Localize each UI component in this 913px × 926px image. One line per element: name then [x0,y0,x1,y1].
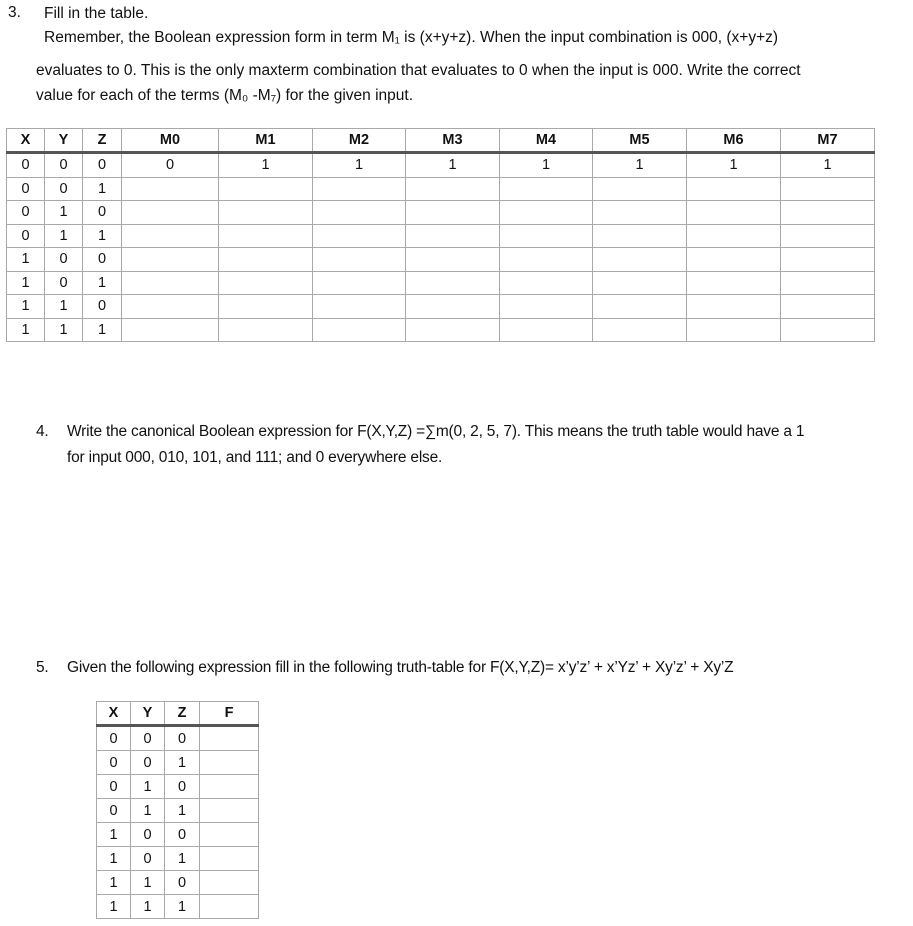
cell-z: 0 [83,153,122,178]
cell-x: 0 [97,799,131,823]
cell-m6[interactable] [687,318,781,342]
cell-y: 1 [45,224,83,248]
cell-m4[interactable] [500,295,593,319]
cell-y: 1 [131,799,165,823]
cell-x: 1 [97,823,131,847]
cell-m4[interactable]: 1 [500,153,593,178]
cell-m3[interactable] [406,271,500,295]
cell-m3[interactable] [406,318,500,342]
cell-m3[interactable] [406,248,500,272]
table-row [97,895,259,919]
header-m0: M0 [122,129,219,153]
table-header-row [97,702,259,726]
cell-y: 0 [131,847,165,871]
table-row [7,177,875,201]
cell-x: 0 [7,201,45,225]
cell-y: 0 [45,177,83,201]
cell-m6[interactable] [687,201,781,225]
cell-y: 0 [45,248,83,272]
header-y: Y [131,702,165,726]
cell-m3[interactable] [406,224,500,248]
cell-f[interactable] [200,847,259,871]
question-3-number: 3. [8,4,21,21]
cell-x: 0 [97,751,131,775]
cell-m7[interactable] [781,201,875,225]
cell-y: 0 [131,726,165,751]
question-4-line-2: for input 000, 010, 101, and 111; and 0 everywhere else. [67,449,443,466]
cell-m1[interactable]: 1 [219,153,313,178]
question-3-title: Fill in the table. [44,5,149,22]
cell-m7[interactable] [781,295,875,319]
question-3-line-2: evaluates to 0. This is the only maxterm combination that evaluates to 0 when the input is 000. Write the correct [36,62,801,79]
cell-z: 1 [165,751,200,775]
question-4-number: 4. [36,423,49,440]
cell-x: 1 [97,895,131,919]
header-m6: M6 [687,129,781,153]
cell-y: 0 [45,271,83,295]
cell-x: 1 [7,318,45,342]
header-f: F [200,702,259,726]
cell-z: 1 [165,799,200,823]
cell-z: 0 [83,295,122,319]
header-x: X [7,129,45,153]
cell-m2[interactable] [313,224,406,248]
cell-m1[interactable] [219,201,313,225]
cell-x: 1 [7,295,45,319]
cell-z: 0 [165,871,200,895]
table-row [97,751,259,775]
cell-m5[interactable] [593,318,687,342]
cell-m1[interactable] [219,295,313,319]
cell-m4[interactable] [500,248,593,272]
cell-z: 1 [83,318,122,342]
cell-x: 1 [7,271,45,295]
cell-f[interactable] [200,775,259,799]
cell-m5[interactable] [593,295,687,319]
cell-m2[interactable] [313,271,406,295]
table-row [7,248,875,272]
cell-y: 0 [131,823,165,847]
table-row [97,847,259,871]
cell-z: 1 [83,271,122,295]
cell-m4[interactable] [500,271,593,295]
header-m7: M7 [781,129,875,153]
cell-x: 0 [7,224,45,248]
cell-m5[interactable] [593,224,687,248]
cell-m0[interactable] [122,248,219,272]
cell-z: 0 [165,775,200,799]
cell-f[interactable] [200,895,259,919]
header-z: Z [83,129,122,153]
cell-z: 0 [83,201,122,225]
question-3-line-3: value for each of the terms (M₀ -M₇) for the given input. [36,87,414,104]
table-row [7,318,875,342]
cell-m3[interactable]: 1 [406,153,500,178]
table-row [97,799,259,823]
table-header-row [7,129,875,153]
cell-x: 1 [97,847,131,871]
header-y: Y [45,129,83,153]
cell-m7[interactable] [781,248,875,272]
header-m5: M5 [593,129,687,153]
cell-x: 0 [97,775,131,799]
cell-m6[interactable]: 1 [687,153,781,178]
cell-z: 0 [83,248,122,272]
cell-m3[interactable] [406,177,500,201]
cell-m2[interactable] [313,177,406,201]
table-row [7,295,875,319]
question-5-number: 5. [36,659,49,676]
cell-m4[interactable] [500,318,593,342]
cell-f[interactable] [200,799,259,823]
cell-y: 0 [45,153,83,178]
expression-truth-table [96,701,259,919]
header-m2: M2 [313,129,406,153]
cell-m0[interactable] [122,177,219,201]
cell-m5[interactable] [593,248,687,272]
cell-m5[interactable]: 1 [593,153,687,178]
cell-x: 1 [7,248,45,272]
cell-x: 0 [7,177,45,201]
table-row [97,871,259,895]
question-5-line-1: Given the following expression fill in the following truth-table for F(X,Y,Z)= x’y’z’ + x’Yz’ + Xy’z’ + Xy’Z [67,659,734,676]
cell-m2[interactable] [313,201,406,225]
cell-m7[interactable] [781,271,875,295]
cell-y: 1 [45,295,83,319]
cell-f[interactable] [200,726,259,751]
table-row [97,775,259,799]
cell-y: 1 [131,895,165,919]
cell-m2[interactable] [313,318,406,342]
header-m3: M3 [406,129,500,153]
cell-m6[interactable] [687,271,781,295]
cell-y: 1 [45,318,83,342]
cell-m4[interactable] [500,224,593,248]
cell-z: 1 [165,895,200,919]
cell-f[interactable] [200,751,259,775]
header-m1: M1 [219,129,313,153]
table-row [7,224,875,248]
header-m4: M4 [500,129,593,153]
cell-x: 1 [97,871,131,895]
table-row [7,153,875,178]
cell-m5[interactable] [593,177,687,201]
table-row [7,201,875,225]
cell-y: 1 [45,201,83,225]
cell-y: 0 [131,751,165,775]
cell-m0[interactable]: 0 [122,153,219,178]
cell-m6[interactable] [687,224,781,248]
question-3-line-1: Remember, the Boolean expression form in term M₁ is (x+y+z). When the input combination is 000, (x+y+z) [44,29,779,46]
cell-z: 0 [165,726,200,751]
cell-m1[interactable] [219,248,313,272]
cell-y: 1 [131,871,165,895]
cell-m1[interactable] [219,318,313,342]
cell-m7[interactable] [781,177,875,201]
table-row [97,823,259,847]
cell-f[interactable] [200,871,259,895]
cell-m2[interactable] [313,248,406,272]
cell-m0[interactable] [122,224,219,248]
cell-m1[interactable] [219,224,313,248]
cell-m0[interactable] [122,295,219,319]
cell-x: 0 [97,726,131,751]
cell-m0[interactable] [122,271,219,295]
cell-m6[interactable] [687,177,781,201]
cell-m0[interactable] [122,201,219,225]
cell-m0[interactable] [122,318,219,342]
question-4-line-1: Write the canonical Boolean expression for F(X,Y,Z) =∑m(0, 2, 5, 7). This means the truth table would have a 1 [67,423,805,440]
header-x: X [97,702,131,726]
cell-m3[interactable] [406,201,500,225]
cell-m4[interactable] [500,201,593,225]
cell-z: 1 [83,177,122,201]
cell-m1[interactable] [219,177,313,201]
cell-f[interactable] [200,823,259,847]
cell-m1[interactable] [219,271,313,295]
table-row [7,271,875,295]
cell-x: 0 [7,153,45,178]
cell-z: 1 [83,224,122,248]
cell-m2[interactable] [313,295,406,319]
cell-m6[interactable] [687,248,781,272]
cell-m7[interactable] [781,224,875,248]
cell-m2[interactable]: 1 [313,153,406,178]
cell-m3[interactable] [406,295,500,319]
cell-y: 1 [131,775,165,799]
cell-m7[interactable] [781,318,875,342]
cell-m7[interactable]: 1 [781,153,875,178]
cell-z: 0 [165,823,200,847]
header-z: Z [165,702,200,726]
table-row [97,726,259,751]
cell-m5[interactable] [593,201,687,225]
cell-m5[interactable] [593,271,687,295]
maxterm-truth-table [6,128,875,342]
cell-m4[interactable] [500,177,593,201]
cell-z: 1 [165,847,200,871]
cell-m6[interactable] [687,295,781,319]
